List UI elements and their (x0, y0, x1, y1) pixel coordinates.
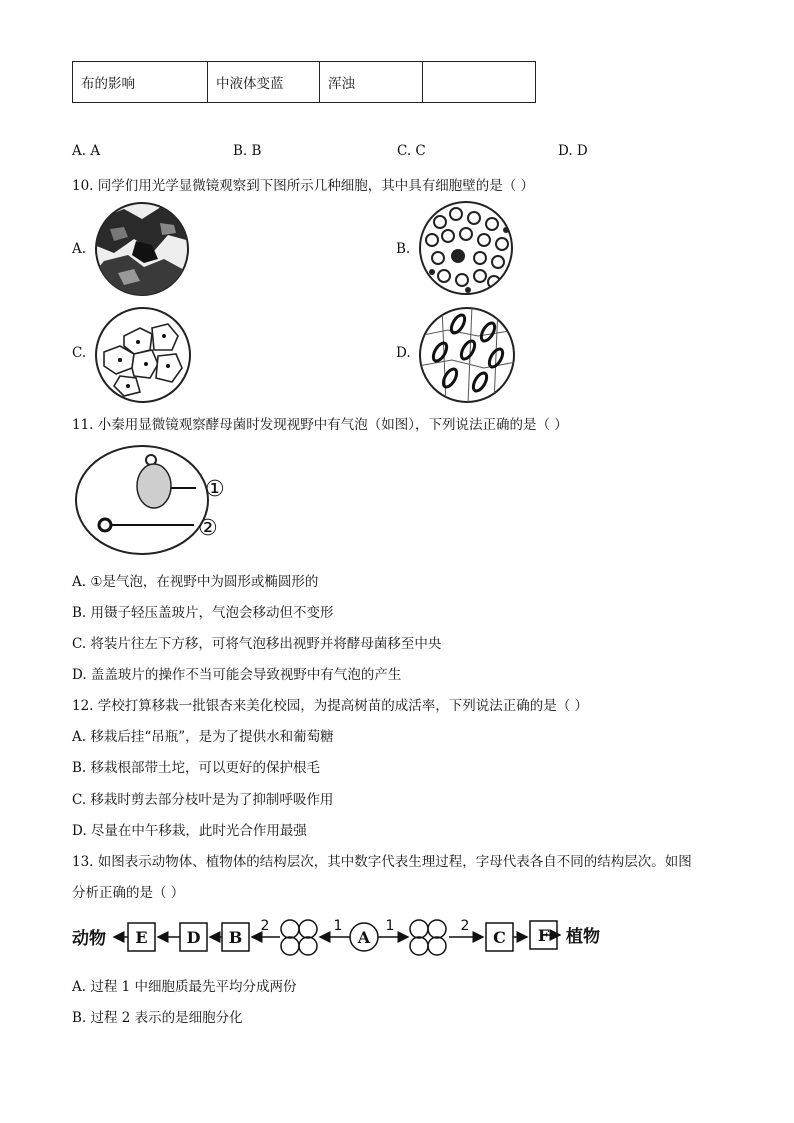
table-cell: 布的影响 (73, 62, 208, 103)
yeast-field-of-view (74, 444, 234, 556)
process-2-left: 2 (260, 918, 270, 934)
q11-option-a: A. ①是气泡，在视野中为圆形或椭圆形的 (72, 574, 319, 590)
q12-stem: 12. 学校打算移栽一批银杏来美化校园，为提高树苗的成活率，下列说法正确的是（ ） (72, 698, 589, 714)
results-table (72, 61, 536, 103)
cell-figure-a (94, 201, 190, 297)
cell-figure-b (418, 200, 514, 296)
table-cell: 浑浊 (320, 62, 423, 103)
cell-figure-c (94, 306, 192, 404)
structure-levels-diagram (72, 912, 632, 960)
q11-option-b: B. 用镊子轻压盖玻片，气泡会移动但不变形 (72, 605, 334, 621)
box-c: C (493, 928, 506, 947)
box-d: D (186, 928, 201, 947)
q13-stem-line1: 13. 如图表示动物体、植物体的结构层次，其中数字代表生理过程，字母代表各自不同的结构层次。如图 (72, 854, 692, 870)
table-cell: 中液体变蓝 (208, 62, 320, 103)
q9-option-b: B. B (233, 143, 262, 159)
q13-stem-line2: 分析正确的是（ ） (72, 885, 185, 901)
q12-option-a: A. 移栽后挂“吊瓶”，是为了提供水和葡萄糖 (72, 729, 334, 745)
q10-stem: 10. 同学们用光学显微镜观察到下图所示几种细胞，其中具有细胞壁的是（ ） (72, 178, 535, 194)
process-1-left: 1 (333, 918, 343, 934)
box-f: F (537, 926, 550, 945)
box-e: E (135, 928, 148, 947)
table-cell (423, 62, 536, 103)
q13-option-a: A. 过程 1 中细胞质最先平均分成两份 (72, 979, 297, 995)
label-1: ① (205, 477, 225, 502)
q11-stem: 11. 小秦用显微镜观察酵母菌时发现视野中有气泡（如图），下列说法正确的是（ ） (72, 417, 568, 433)
label-2: ② (198, 516, 218, 541)
box-b: B (228, 928, 243, 947)
animal-label: 动物 (72, 929, 106, 949)
table-row (73, 62, 536, 103)
circle-a: A (357, 928, 371, 947)
q12-option-d: D. 尽量在中午移栽，此时光合作用最强 (72, 823, 307, 839)
q10-label-d: D. (396, 345, 411, 361)
process-2-right: 2 (460, 918, 470, 934)
q9-option-d: D. D (558, 143, 588, 159)
q12-option-c: C. 移栽时剪去部分枝叶是为了抑制呼吸作用 (72, 792, 334, 808)
q11-option-d: D. 盖盖玻片的操作不当可能会导致视野中有气泡的产生 (72, 667, 402, 683)
cell-figure-d (418, 306, 516, 404)
q10-label-a: A. (72, 241, 87, 257)
q10-label-c: C. (72, 345, 87, 361)
q11-option-c: C. 将装片往左下方移，可将气泡移出视野并将酵母菌移至中央 (72, 636, 442, 652)
q9-option-a: A. A (72, 143, 101, 159)
plant-label: 植物 (566, 927, 600, 947)
q12-option-b: B. 移栽根部带土坨，可以更好的保护根毛 (72, 760, 321, 776)
q10-label-b: B. (396, 241, 411, 257)
process-1-right: 1 (385, 918, 395, 934)
q9-option-c: C. C (397, 143, 426, 159)
q13-option-b: B. 过程 2 表示的是细胞分化 (72, 1010, 243, 1026)
